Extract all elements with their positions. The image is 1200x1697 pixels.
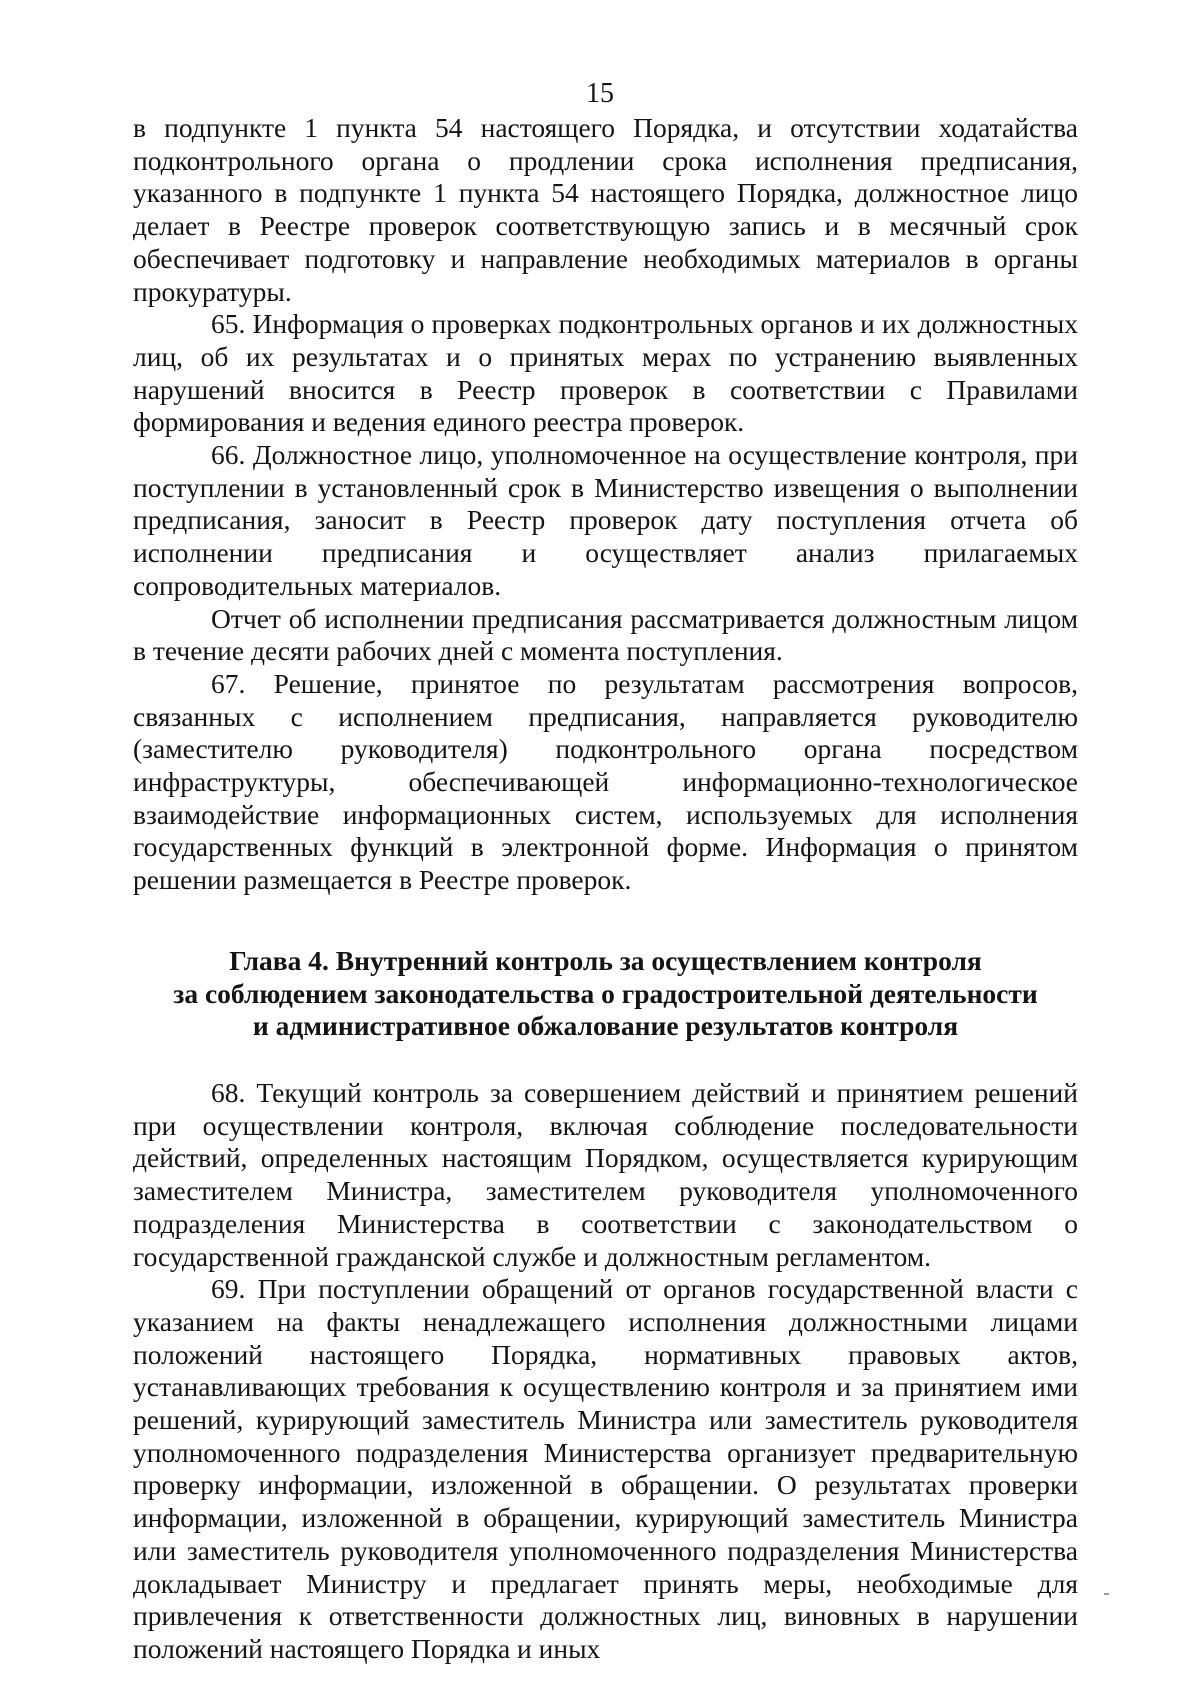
paragraph-65: 65. Информация о проверках подконтрольных органов и их должностных лиц, об их результатах и о принятых мерах по устранению выявленных нарушений вносится в Реестр проверок в соответствии с Правилами формирования и ведения единого реестра проверок. — [133, 308, 1078, 438]
scan-artifact — [1104, 1593, 1109, 1595]
paragraph-66: 66. Должностное лицо, уполномоченное на осуществление контроля, при поступлении в установленный срок в Министерство извещения о выполнении предписания, заносит в Реестр проверок дату поступления отчета об исполнении предписания и осуществляет анализ прилагаемых сопроводительных материалов. — [133, 439, 1078, 601]
document-body — [133, 112, 1078, 1666]
paragraph-66-report: Отчет об исполнении предписания рассматривается должностным лицом в течение десяти рабочих дней с момента поступления. — [133, 602, 1078, 667]
paragraph-67: 67. Решение, принятое по результатам рассмотрения вопросов, связанных с исполнением предписания, направляется руководителю (заместителю руководителя) подконтрольного органа посредством инфраструктуры, обеспечивающей информационно-технологическое взаимодействие информационных систем, используемых для исполнения государственных функций в электронной форме. Информация о принятом решении размещается в Реестре проверок. — [133, 667, 1078, 896]
paragraph-69: 69. При поступлении обращений от органов государственной власти с указанием на факты ненадлежащего исполнения должностными лицами положений настоящего Порядка, нормативных правовых актов, устанавливающих требования к осуществлению контроля и за принятием ими решений, курирующий заместитель Министра или заместитель руководителя уполномоченного подразделения Министерства организует предварительную проверку информации, изложенной в обращении. О результатах проверки информации, изложенной в обращении, курирующий заместитель Министра или заместитель руководителя уполномоченного подразделения Министерства докладывает Министру и предлагает принять меры, необходимые для привлечения к ответственности должностных лиц, виновных в нарушении положений настоящего Порядка и иных — [133, 1273, 1078, 1664]
chapter-heading-line-3: и административное обжалование результатов контроля — [252, 1010, 959, 1042]
chapter-heading — [133, 945, 1078, 1043]
page-number: 15 — [586, 78, 614, 109]
chapter-heading-line-1: Глава 4. Внутренний контроль за осуществлением контроля — [229, 944, 982, 976]
chapter-heading-line-2: за соблюдением законодательства о градостроительной деятельности — [173, 977, 1038, 1009]
paragraph-68: 68. Текущий контроль за совершением действий и принятием решений при осуществлении контроля, включая соблюдение последовательности действий, определенных настоящим Порядком, осуществляется курирующим заместителем Министра, заместителем руководителя уполномоченного подразделения Министерства в соответствии с законодательством о государственной гражданской службе и должностным регламентом. — [133, 1076, 1078, 1272]
paragraph-64-continuation: в подпункте 1 пункта 54 настоящего Порядка, и отсутствии ходатайства подконтрольного органа о продлении срока исполнения предписания, указанного в подпункте 1 пункта 54 настоящего Порядка, должностное лицо делает в Реестре проверок соответствующую запись и в месячный срок обеспечивает подготовку и направление необходимых материалов в органы прокуратуры. — [133, 112, 1078, 307]
